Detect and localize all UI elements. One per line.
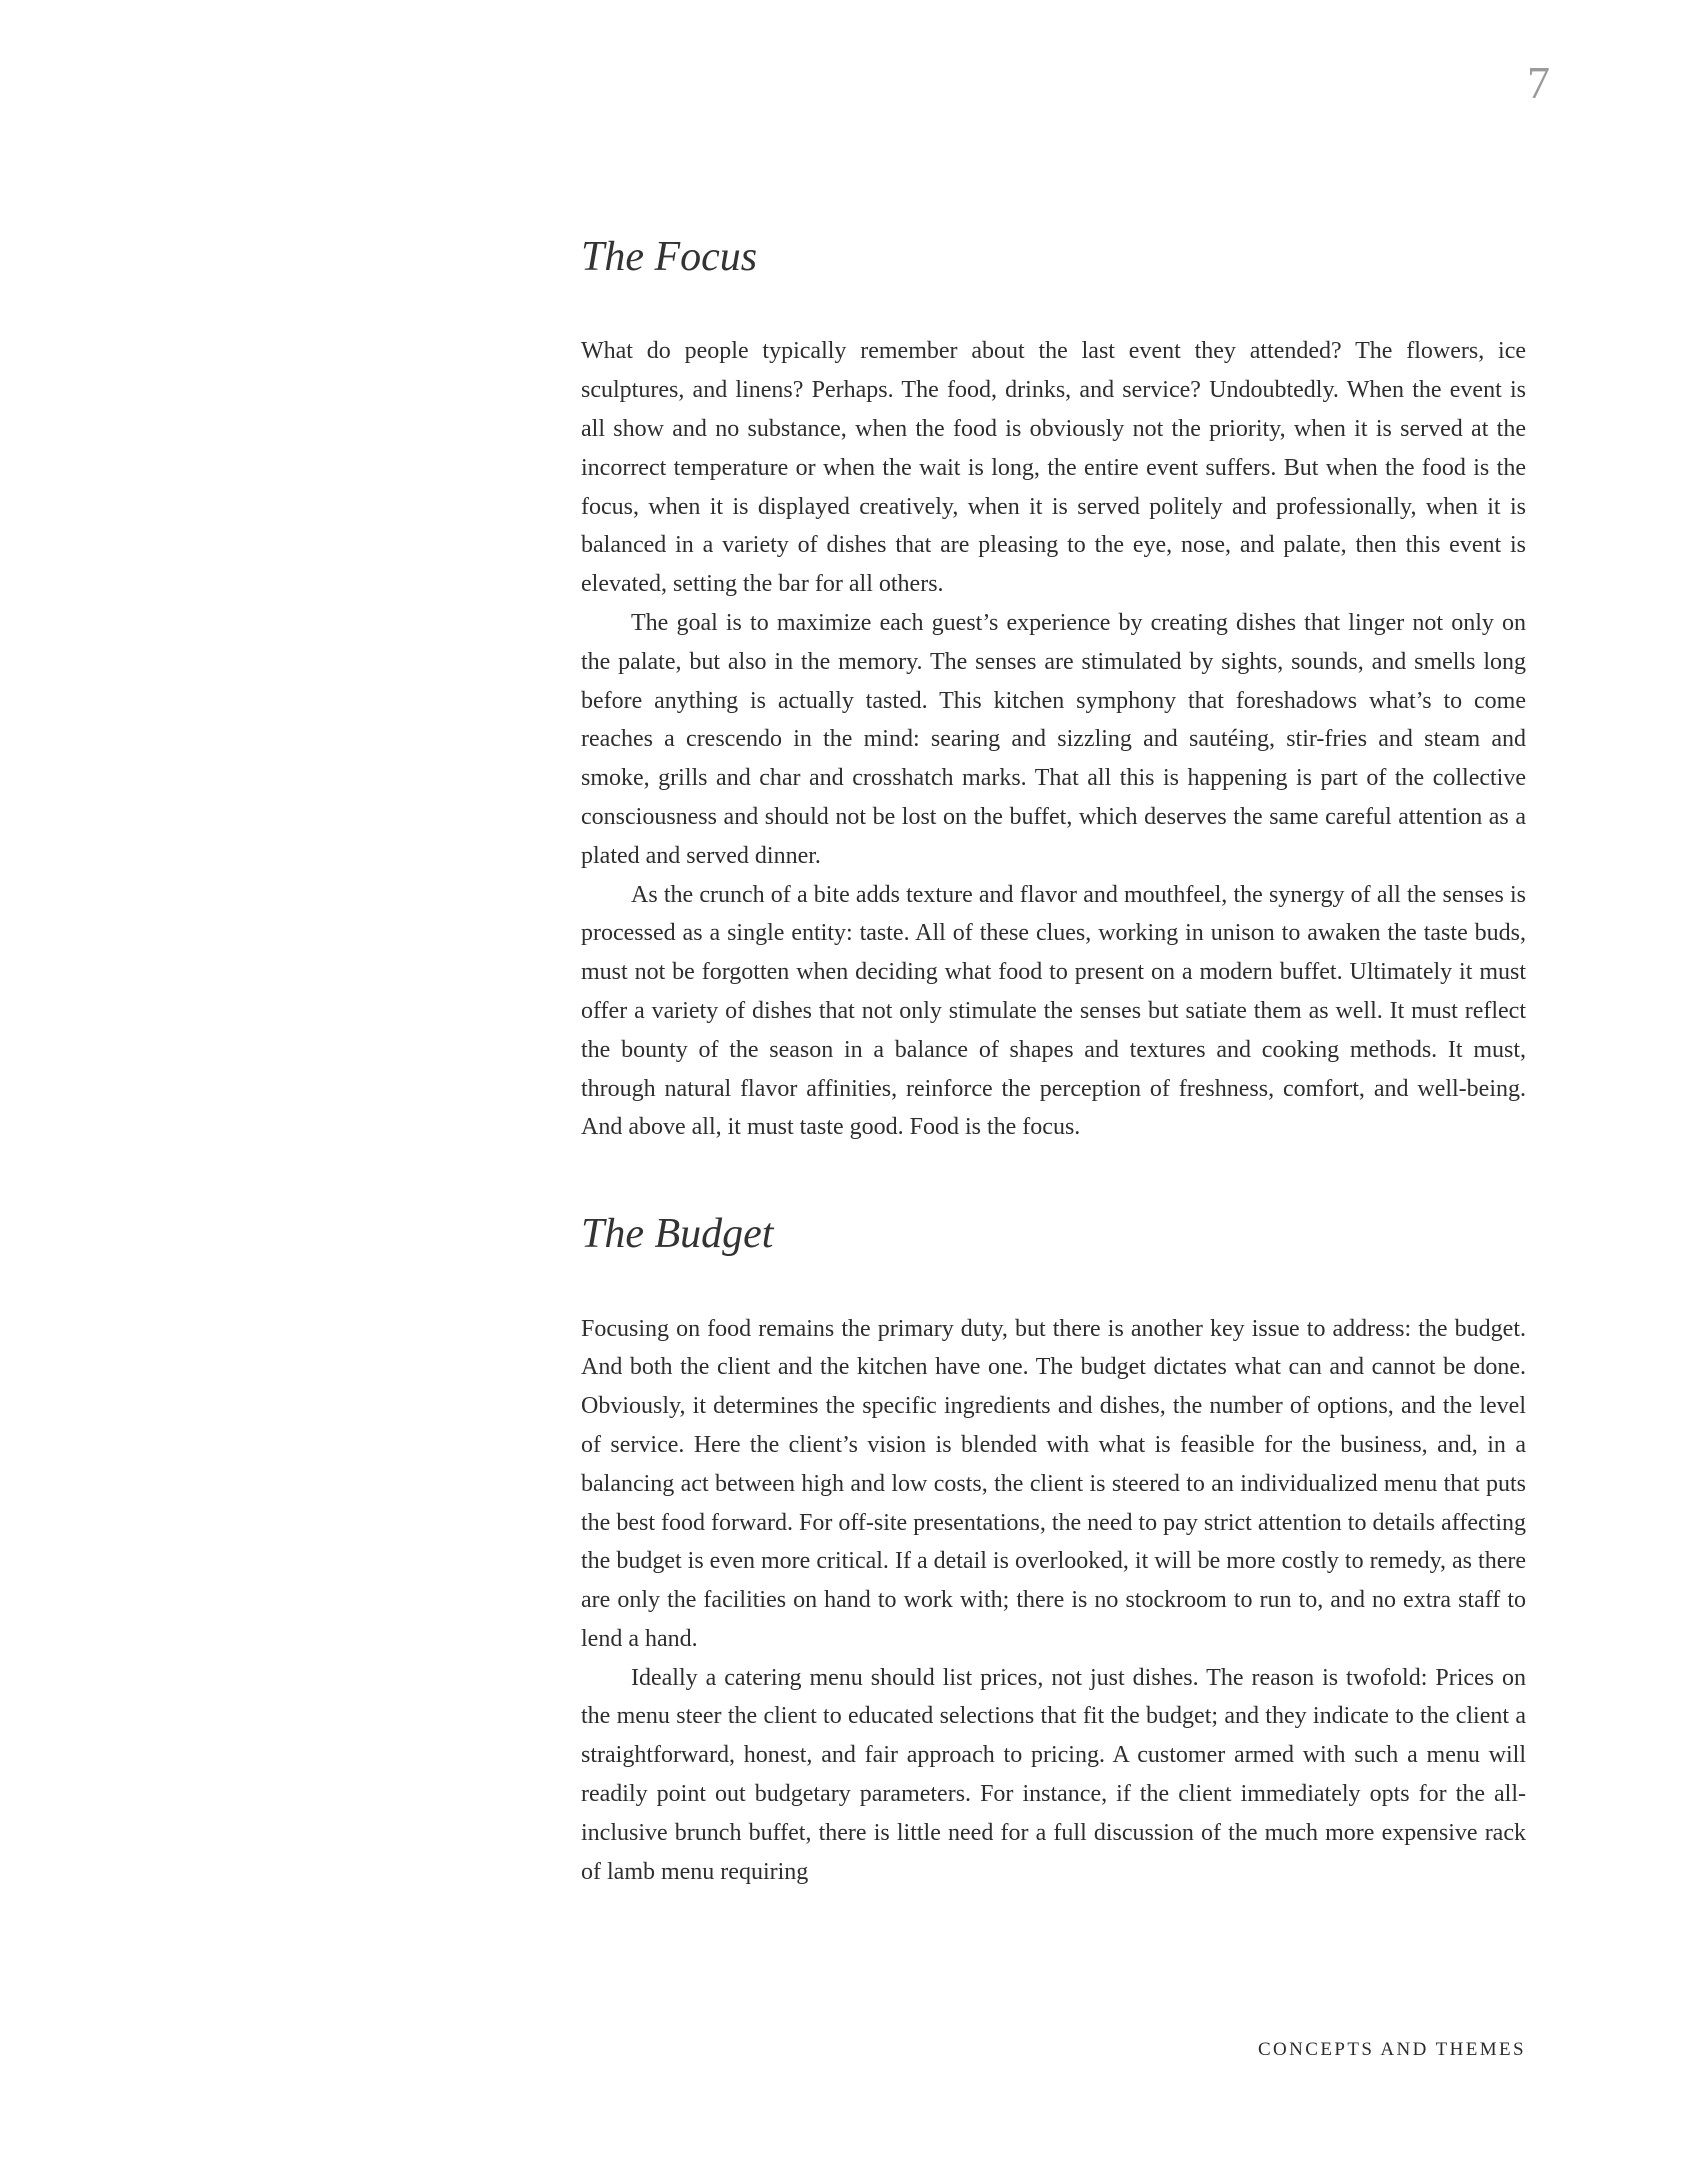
paragraph: The goal is to maximize each guest’s experience by creating dishes that linger not only on the palate, but also in the memory. The senses are stimulated by sights, sounds, and smells long before anything is actually tasted. This kitchen symphony that foreshadows what’s to come reaches a crescendo in the mind: searing and sizzling and sautéing, stir-fries and steam and smoke, grills and char and crosshatch marks. That all this is happening is part of the collective consciousness and should not be lost on the buffet, which deserves the same careful attention as a plated and served dinner.: [581, 609, 1526, 869]
paragraph: As the crunch of a bite adds texture and flavor and mouthfeel, the synergy of all the senses is processed as a single entity: taste. All of these clues, working in unison to awaken the taste buds, must not be forgotten when deciding what food to present on a modern buffet. Ultimately it must offer a variety of dishes that not only stimulate the senses but satiate them as well. It must reflect the bounty of the season in a balance of shapes and textures and cooking methods. It must, through natural flavor affinities, reinforce the perception of freshness, comfort, and well-being. And above all, it must taste good. Food is the focus.: [581, 881, 1526, 1141]
paragraph: What do people typically remember about the last event they attended? The flowers, ice sculptures, and linens? Perhaps. The food, drinks, and service? Undoubtedly. When the event is all show and no substance, when the food is obviously not the priority, when it is served at the incorrect temperature or when the wait is long, the entire event suffers. But when the food is the focus, when it is displayed creatively, when it is served politely and professionally, when it is balanced in a variety of dishes that are pleasing to the eye, nose, and palate, then this event is elevated, setting the bar for all others.: [581, 338, 1526, 598]
paragraph: Ideally a catering menu should list prices, not just dishes. The reason is twofold: Prices on the menu steer the client to educated selections that fit the budget; and they indicate to the client a straightforward, honest, and fair approach to pricing. A customer armed with such a menu will readily point out budgetary parameters. For instance, if the client immediately opts for the all-inclusive brunch buffet, there is little need for a full discussion of the much more expensive rack of lamb menu requiring: [581, 1664, 1526, 1885]
running-footer: CONCEPTS AND THEMES: [1257, 2039, 1526, 2060]
page-number: 7: [1527, 57, 1550, 108]
main-content: [581, 232, 1526, 1891]
paragraph: Focusing on food remains the primary duty, but there is another key issue to address: the budget. And both the client and the kitchen have one. The budget dictates what can and cannot be done. Obviously, it determines the specific ingredients and dishes, the number of options, and the level of service. Here the client’s vision is blended with what is feasible for the business, and, in a balancing act between high and low costs, the client is steered to an individualized menu that puts the best food forward. For off-site presentations, the need to pay strict attention to details affecting the budget is even more critical. If a detail is overlooked, it will be more costly to remedy, as there are only the facilities on hand to work with; there is no stockroom to run to, and no extra staff to lend a hand.: [581, 1315, 1526, 1652]
section-title-budget: The Budget: [581, 1211, 774, 1258]
section-title-focus: The Focus: [581, 234, 758, 280]
